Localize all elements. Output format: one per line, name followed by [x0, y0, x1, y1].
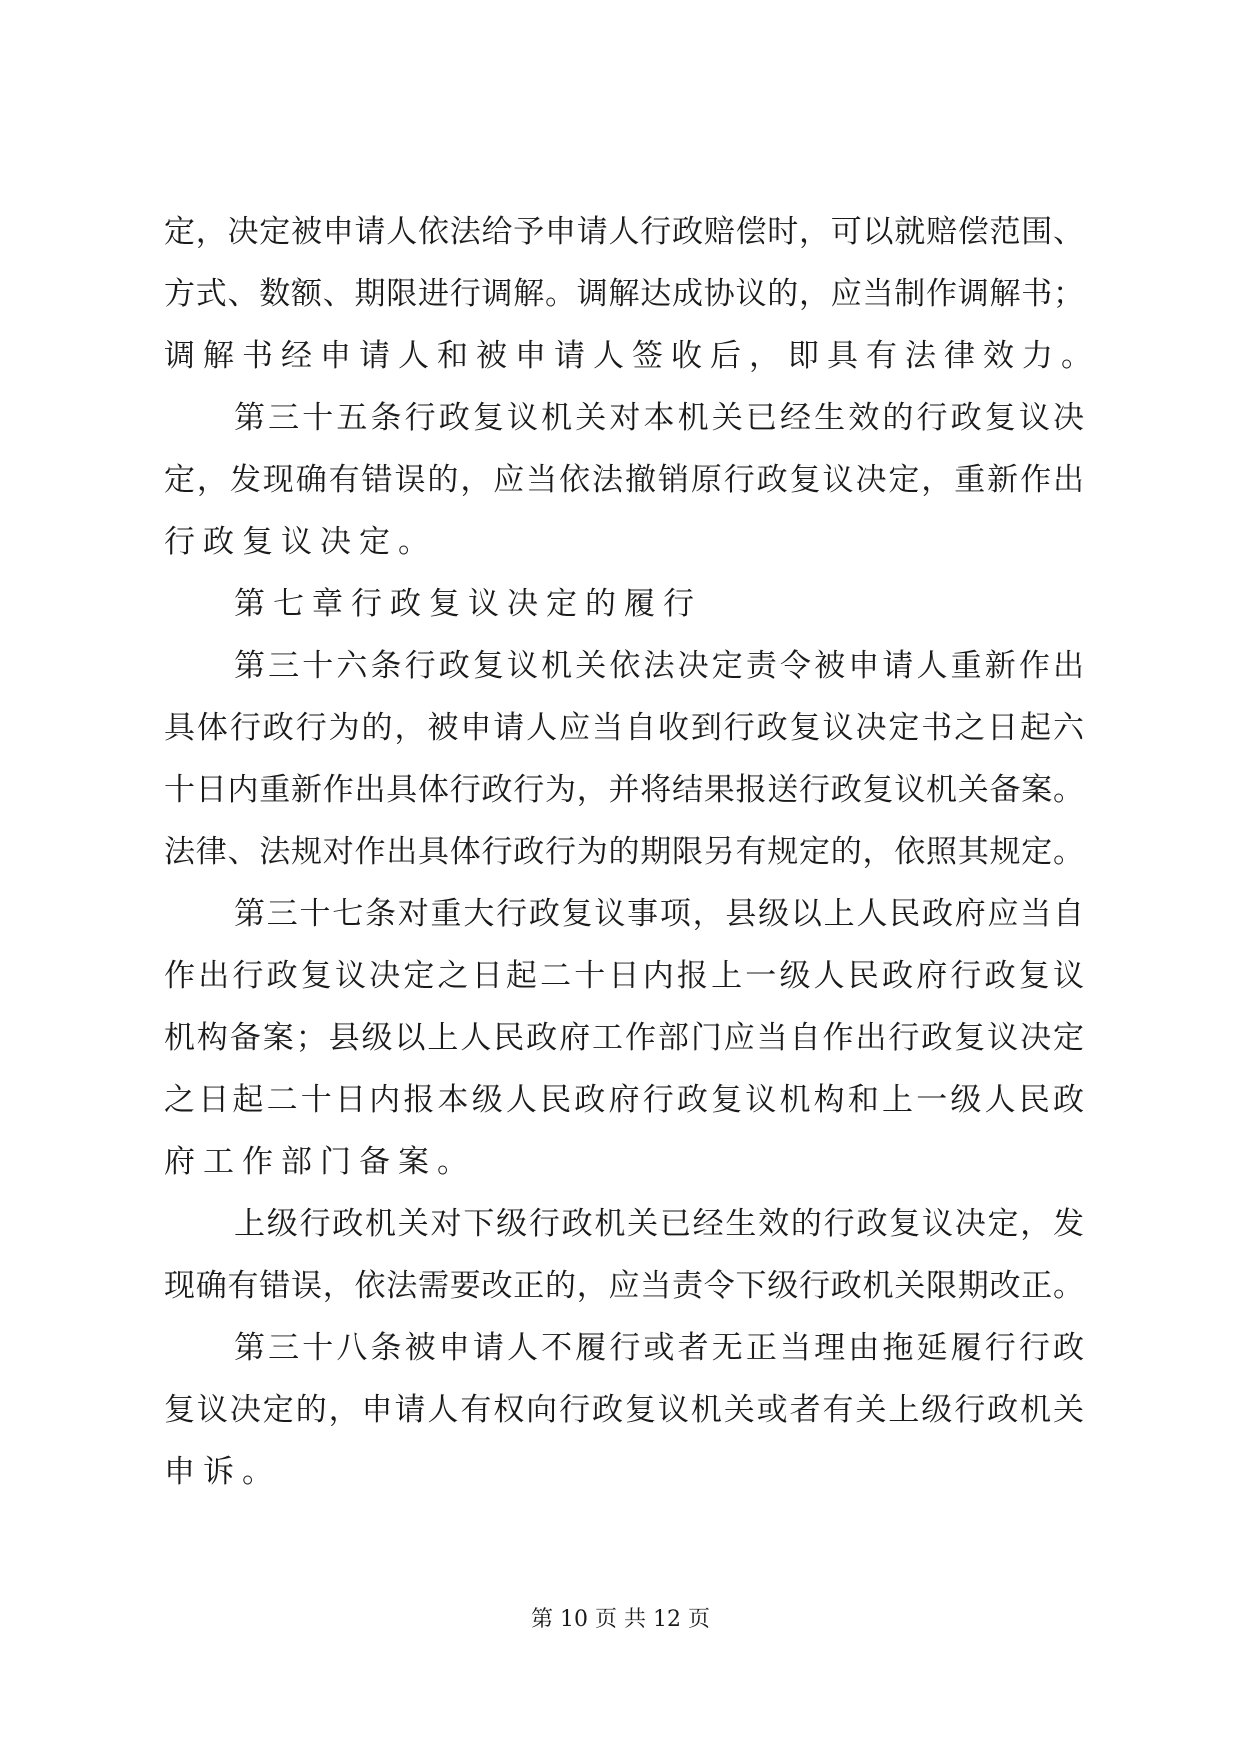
text-line: 第三十六条行政复议机关依法决定责令被申请人重新作出: [234, 648, 1084, 684]
text-line: 十日内重新作出具体行政行为，并将结果报送行政复议机关备案。: [164, 772, 1084, 808]
text-line: 府工作部门备案。: [164, 1144, 476, 1180]
text-line: 第三十五条行政复议机关对本机关已经生效的行政复议决: [234, 400, 1084, 436]
text-line: 第三十八条被申请人不履行或者无正当理由拖延履行行政: [234, 1330, 1084, 1366]
chapter-heading: 第七章行政复议决定的履行: [234, 586, 702, 622]
text-line: 复议决定的，申请人有权向行政复议机关或者有关上级行政机关: [164, 1392, 1084, 1428]
text-line: 上级行政机关对下级行政机关已经生效的行政复议决定，发: [234, 1206, 1084, 1242]
text-line: 定，发现确有错误的，应当依法撤销原行政复议决定，重新作出: [164, 462, 1084, 498]
text-line: 行政复议决定。: [164, 524, 437, 560]
text-line: 第三十七条对重大行政复议事项，县级以上人民政府应当自: [234, 896, 1084, 932]
text-line: 作出行政复议决定之日起二十日内报上一级人民政府行政复议: [164, 958, 1084, 994]
text-line: 具体行政行为的，被申请人应当自收到行政复议决定书之日起六: [164, 710, 1084, 746]
text-line: 现确有错误，依法需要改正的，应当责令下级行政机关限期改正。: [164, 1268, 1084, 1304]
text-line: 调解书经申请人和被申请人签收后，即具有法律效力。: [164, 338, 1100, 374]
text-line: 法律、法规对作出具体行政行为的期限另有规定的，依照其规定。: [164, 834, 1084, 870]
text-line: 申诉。: [164, 1454, 281, 1490]
page-number: 第 10 页 共 12 页: [531, 1607, 710, 1632]
text-line: 之日起二十日内报本级人民政府行政复议机构和上一级人民政: [164, 1082, 1084, 1118]
text-line: 机构备案；县级以上人民政府工作部门应当自作出行政复议决定: [164, 1020, 1084, 1056]
text-line: 定，决定被申请人依法给予申请人行政赔偿时，可以就赔偿范围、: [164, 214, 1084, 250]
text-line: 方式、数额、期限进行调解。调解达成协议的，应当制作调解书；: [164, 276, 1084, 312]
